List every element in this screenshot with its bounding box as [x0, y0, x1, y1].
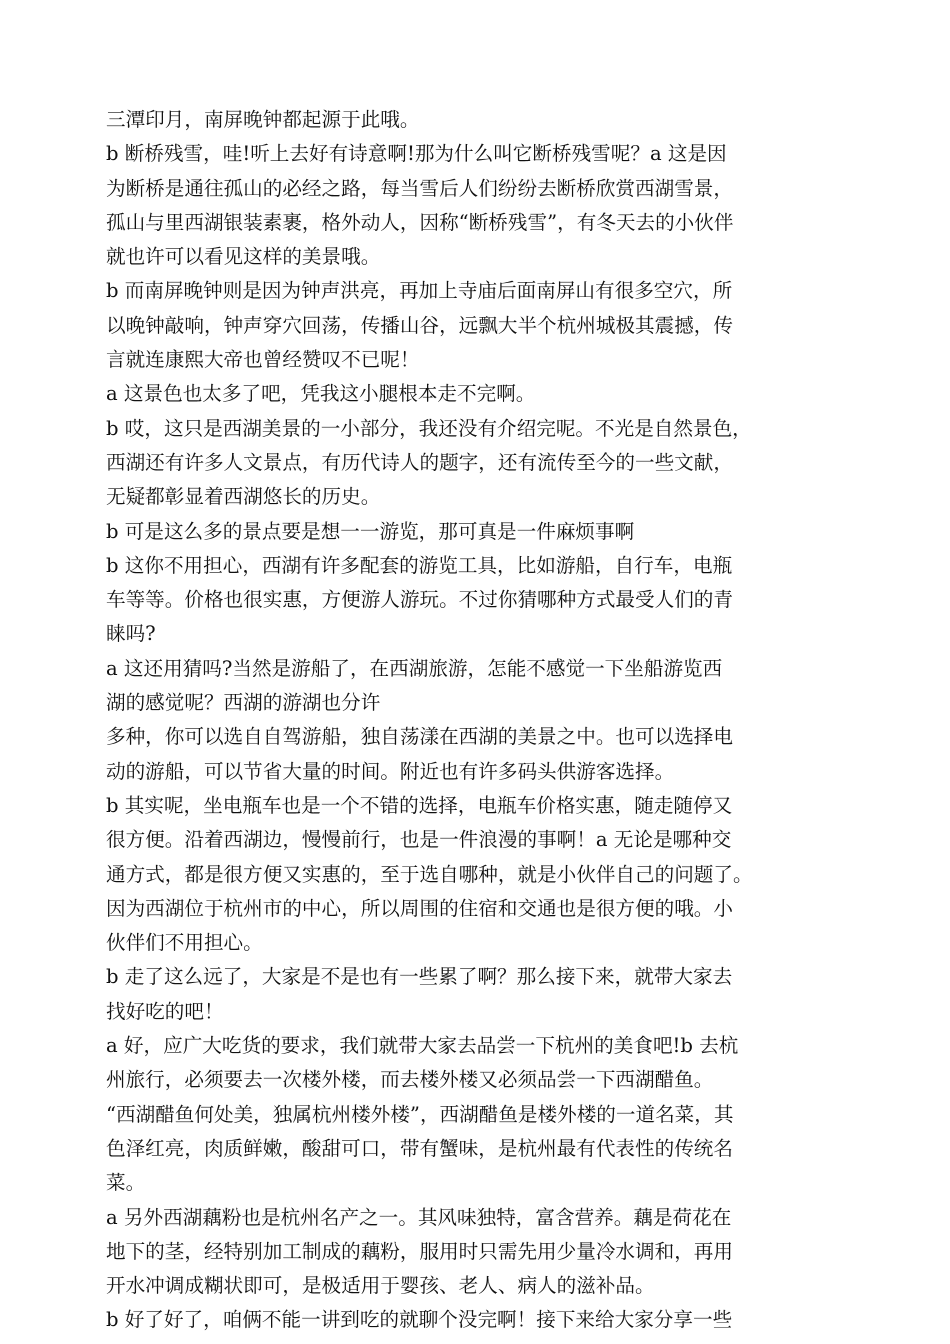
text-line: b 其实呢，坐电瓶车也是一个不错的选择，电瓶车价格实惠，随走随停又: [106, 793, 733, 817]
text-line: 找好吃的吧！: [106, 999, 224, 1023]
text-line: “西湖醋鱼何处美，独属杭州楼外楼”，西湖醋鱼是楼外楼的一道名菜，其: [106, 1102, 734, 1126]
text-line: b 走了这么远了，大家是不是也有一些累了啊？那么接下来，就带大家去: [106, 965, 733, 989]
text-line: 湖的感觉呢？西湖的游湖也分许: [106, 691, 381, 715]
text-line: 以晚钟敲响，钟声穿穴回荡，传播山谷，远飘大半个杭州城极其震撼，传: [106, 313, 733, 337]
text-line: 动的游船，可以节省大量的时间。附近也有许多码头供游客选择。: [106, 759, 675, 783]
text-line: b 断桥残雪，哇!听上去好有诗意啊!那为什么叫它断桥残雪呢？a 这是因: [106, 142, 727, 166]
text-line: a 好，应广大吃货的要求，我们就带大家去品尝一下杭州的美食吧!b 去杭: [106, 1034, 739, 1058]
text-line: 菜。: [106, 1171, 146, 1195]
text-line: 言就连康熙大帝也曾经赞叹不已呢！: [106, 348, 420, 372]
text-line: b 而南屏晚钟则是因为钟声洪亮，再加上寺庙后面南屏山有很多空穴，所: [106, 279, 733, 303]
text-line: 地下的茎，经特别加工制成的藕粉，服用时只需先用少量冷水调和，再用: [106, 1239, 733, 1263]
text-line: 孤山与里西湖银装素裹，格外动人，因称“断桥残雪”，有冬天去的小伙伴: [106, 210, 734, 234]
text-line: b 这你不用担心，西湖有许多配套的游览工具，比如游船，自行车，电瓶: [106, 553, 733, 577]
text-line: 通方式，都是很方便又实惠的，至于选自哪种，就是小伙伴自己的问题了。: [106, 862, 753, 886]
text-line: 因为西湖位于杭州市的中心，所以周围的住宿和交通也是很方便的哦。小: [106, 896, 733, 920]
text-line: a 这景色也太多了吧，凭我这小腿根本走不完啊。: [106, 382, 536, 406]
text-line: 州旅行，必须要去一次楼外楼，而去楼外楼又必须品尝一下西湖醋鱼。: [106, 1068, 714, 1092]
text-line: 西湖还有许多人文景点，有历代诗人的题字，还有流传至今的一些文献，: [106, 450, 733, 474]
text-line: b 可是这么多的景点要是想一一游览，那可真是一件麻烦事啊: [106, 519, 635, 543]
text-line: b 哎，这只是西湖美景的一小部分，我还没有介绍完呢。不光是自然景色，: [106, 416, 752, 440]
text-line: 为断桥是通往孤山的必经之路，每当雪后人们纷纷去断桥欣赏西湖雪景，: [106, 176, 733, 200]
document-body-text: [106, 103, 876, 1338]
text-line: 色泽红亮，肉质鲜嫩，酸甜可口，带有蟹味，是杭州最有代表性的传统名: [106, 1136, 733, 1160]
text-line: 很方便。沿着西湖边，慢慢前行，也是一件浪漫的事啊！a 无论是哪种交: [106, 828, 732, 852]
text-line: 无疑都彰显着西湖悠长的历史。: [106, 485, 381, 509]
text-line: 多种，你可以选自自驾游船，独自荡漾在西湖的美景之中。也可以选择电: [106, 725, 733, 749]
text-line: 就也许可以看见这样的美景哦。: [106, 245, 381, 269]
text-line: 开水冲调成糊状即可，是极适用于婴孩、老人、病人的滋补品。: [106, 1274, 655, 1298]
text-line: 三潭印月，南屏晚钟都起源于此哦。: [106, 108, 420, 131]
text-line: 睐吗?: [106, 622, 156, 646]
text-line: 车等等。价格也很实惠，方便游人游玩。不过你猜哪种方式最受人们的青: [106, 588, 733, 612]
text-line: b 好了好了，咱俩不能一讲到吃的就聊个没完啊！接下来给大家分享一些: [106, 1308, 733, 1332]
text-line: a 这还用猜吗?当然是游船了，在西湖旅游，怎能不感觉一下坐船游览西: [106, 656, 723, 680]
text-line: a 另外西湖藕粉也是杭州名产之一。其风味独特，富含营养。藕是荷花在: [106, 1205, 732, 1229]
text-line: 伙伴们不用担心。: [106, 931, 263, 955]
